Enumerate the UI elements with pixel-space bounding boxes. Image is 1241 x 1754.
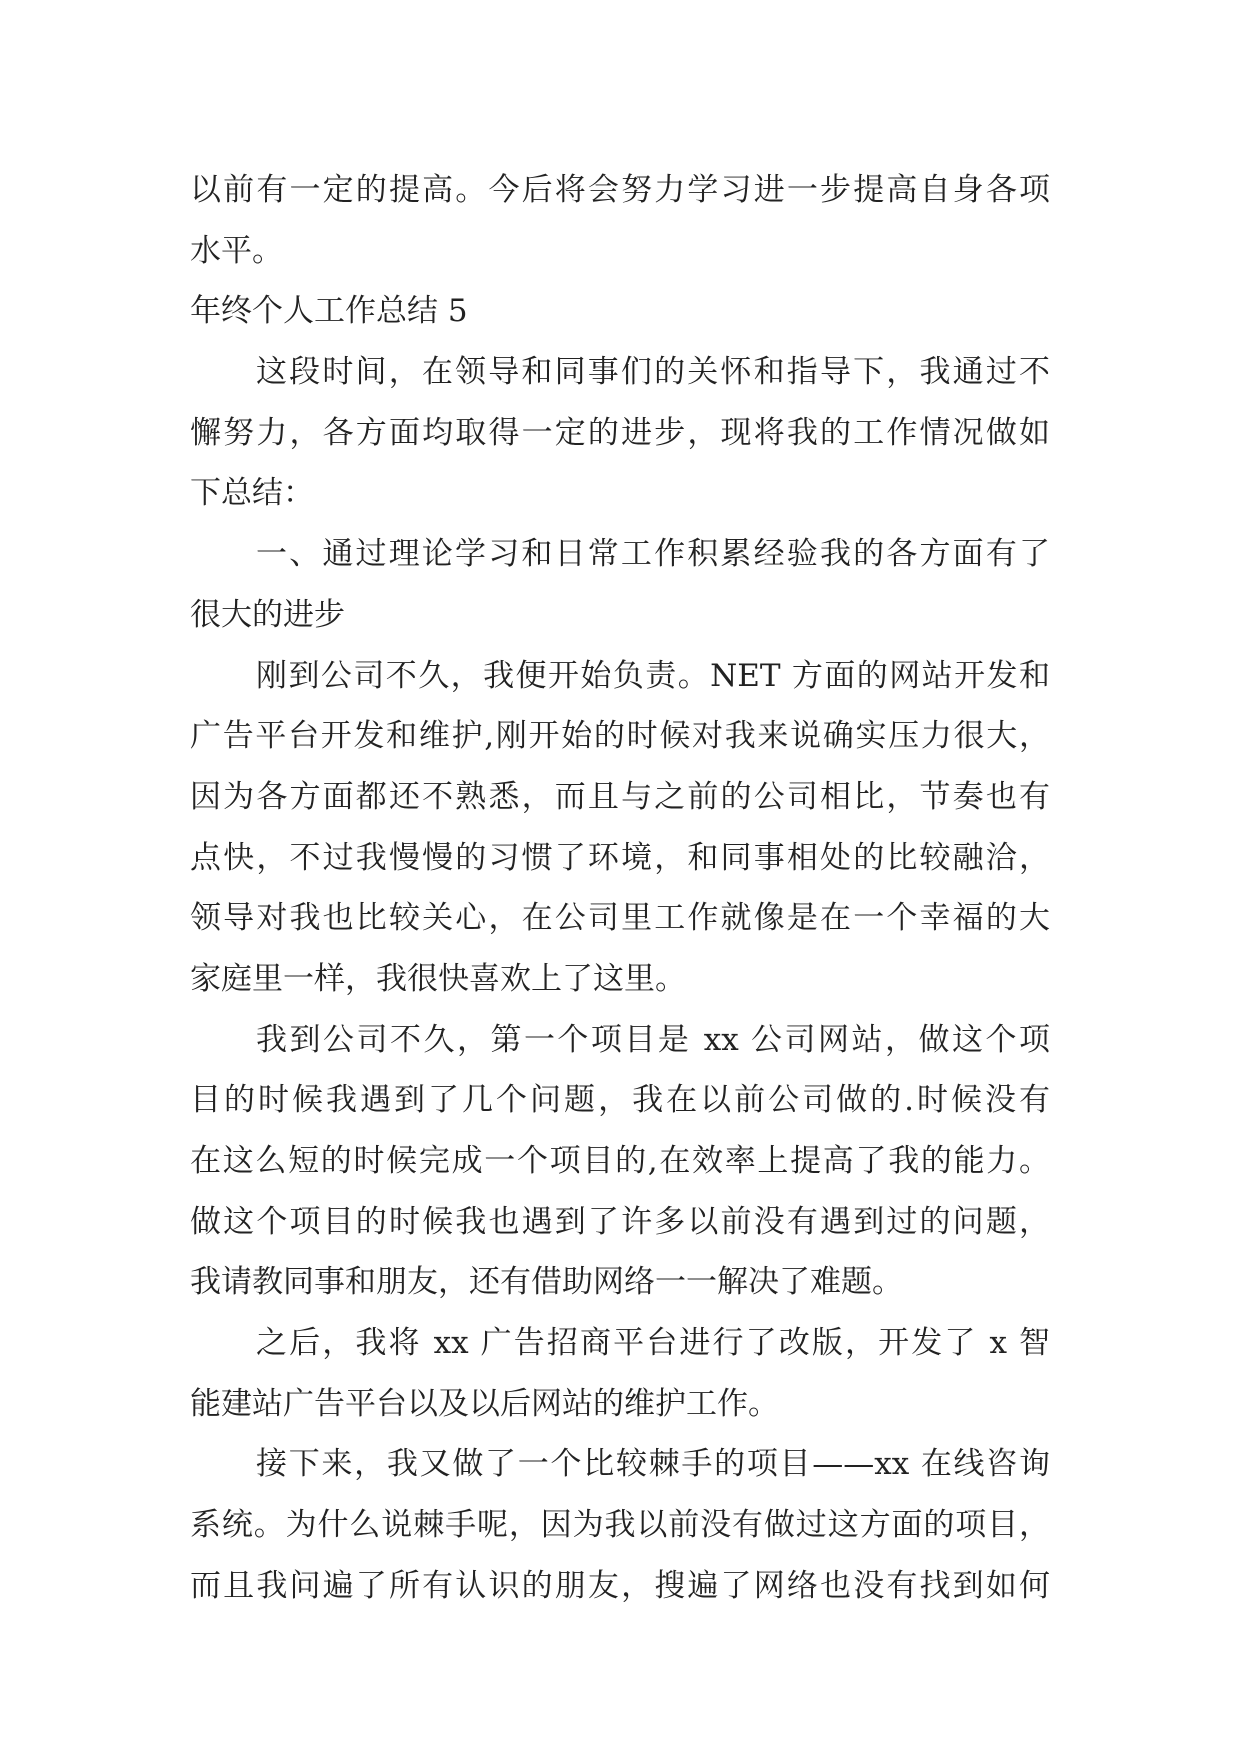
text-line: 在这么短的时候完成一个项目的,在效率上提高了我的能力。 (190, 1143, 1050, 1179)
text-line: 很大的进步 (190, 596, 345, 633)
text-line: 水平。 (190, 232, 283, 269)
text-line: 以前有一定的提高。今后将会努力学习进一步提高自身各项 (190, 172, 1050, 208)
text-line: 领导对我也比较关心，在公司里工作就像是在一个幸福的大 (190, 900, 1050, 937)
text-line: 广告平台开发和维护,刚开始的时候对我来说确实压力很大， (190, 718, 1050, 755)
text-line: 我到公司不久，第一个项目是 xx 公司网站，做这个项 (256, 1021, 1050, 1058)
text-line: 下总结： (190, 475, 314, 512)
text-line: 年终个人工作总结 5 (190, 293, 468, 330)
text-line: 点快，不过我慢慢的习惯了环境，和同事相处的比较融洽， (190, 839, 1050, 876)
text-line: 刚到公司不久，我便开始负责。NET 方面的网站开发和 (256, 657, 1050, 694)
text-line: 因为各方面都还不熟悉，而且与之前的公司相比，节奏也有 (190, 778, 1050, 815)
text-line: 这段时间，在领导和同事们的关怀和指导下，我通过不 (256, 354, 1050, 391)
text-line: 懈努力，各方面均取得一定的进步，现将我的工作情况做如 (190, 414, 1050, 451)
text-line: 目的时候我遇到了几个问题，我在以前公司做的.时候没有 (190, 1082, 1050, 1119)
text-line: 接下来，我又做了一个比较棘手的项目——xx 在线咨询 (256, 1446, 1050, 1483)
text-line: 而且我问遍了所有认识的朋友，搜遍了网络也没有找到如何 (190, 1567, 1050, 1604)
text-line: 之后，我将 xx 广告招商平台进行了改版，开发了 x 智 (256, 1325, 1050, 1362)
text-line: 做这个项目的时候我也遇到了许多以前没有遇到过的问题， (190, 1203, 1050, 1240)
document-body (190, 160, 1050, 1617)
text-line: 家庭里一样，我很快喜欢上了这里。 (190, 960, 686, 997)
text-line: 一、通过理论学习和日常工作积累经验我的各方面有了 (256, 536, 1050, 573)
text-line: 系统。为什么说棘手呢，因为我以前没有做过这方面的项目， (190, 1507, 1050, 1544)
text-line: 能建站广告平台以及以后网站的维护工作。 (190, 1385, 779, 1422)
text-line: 我请教同事和朋友，还有借助网络一一解决了难题。 (190, 1264, 903, 1301)
